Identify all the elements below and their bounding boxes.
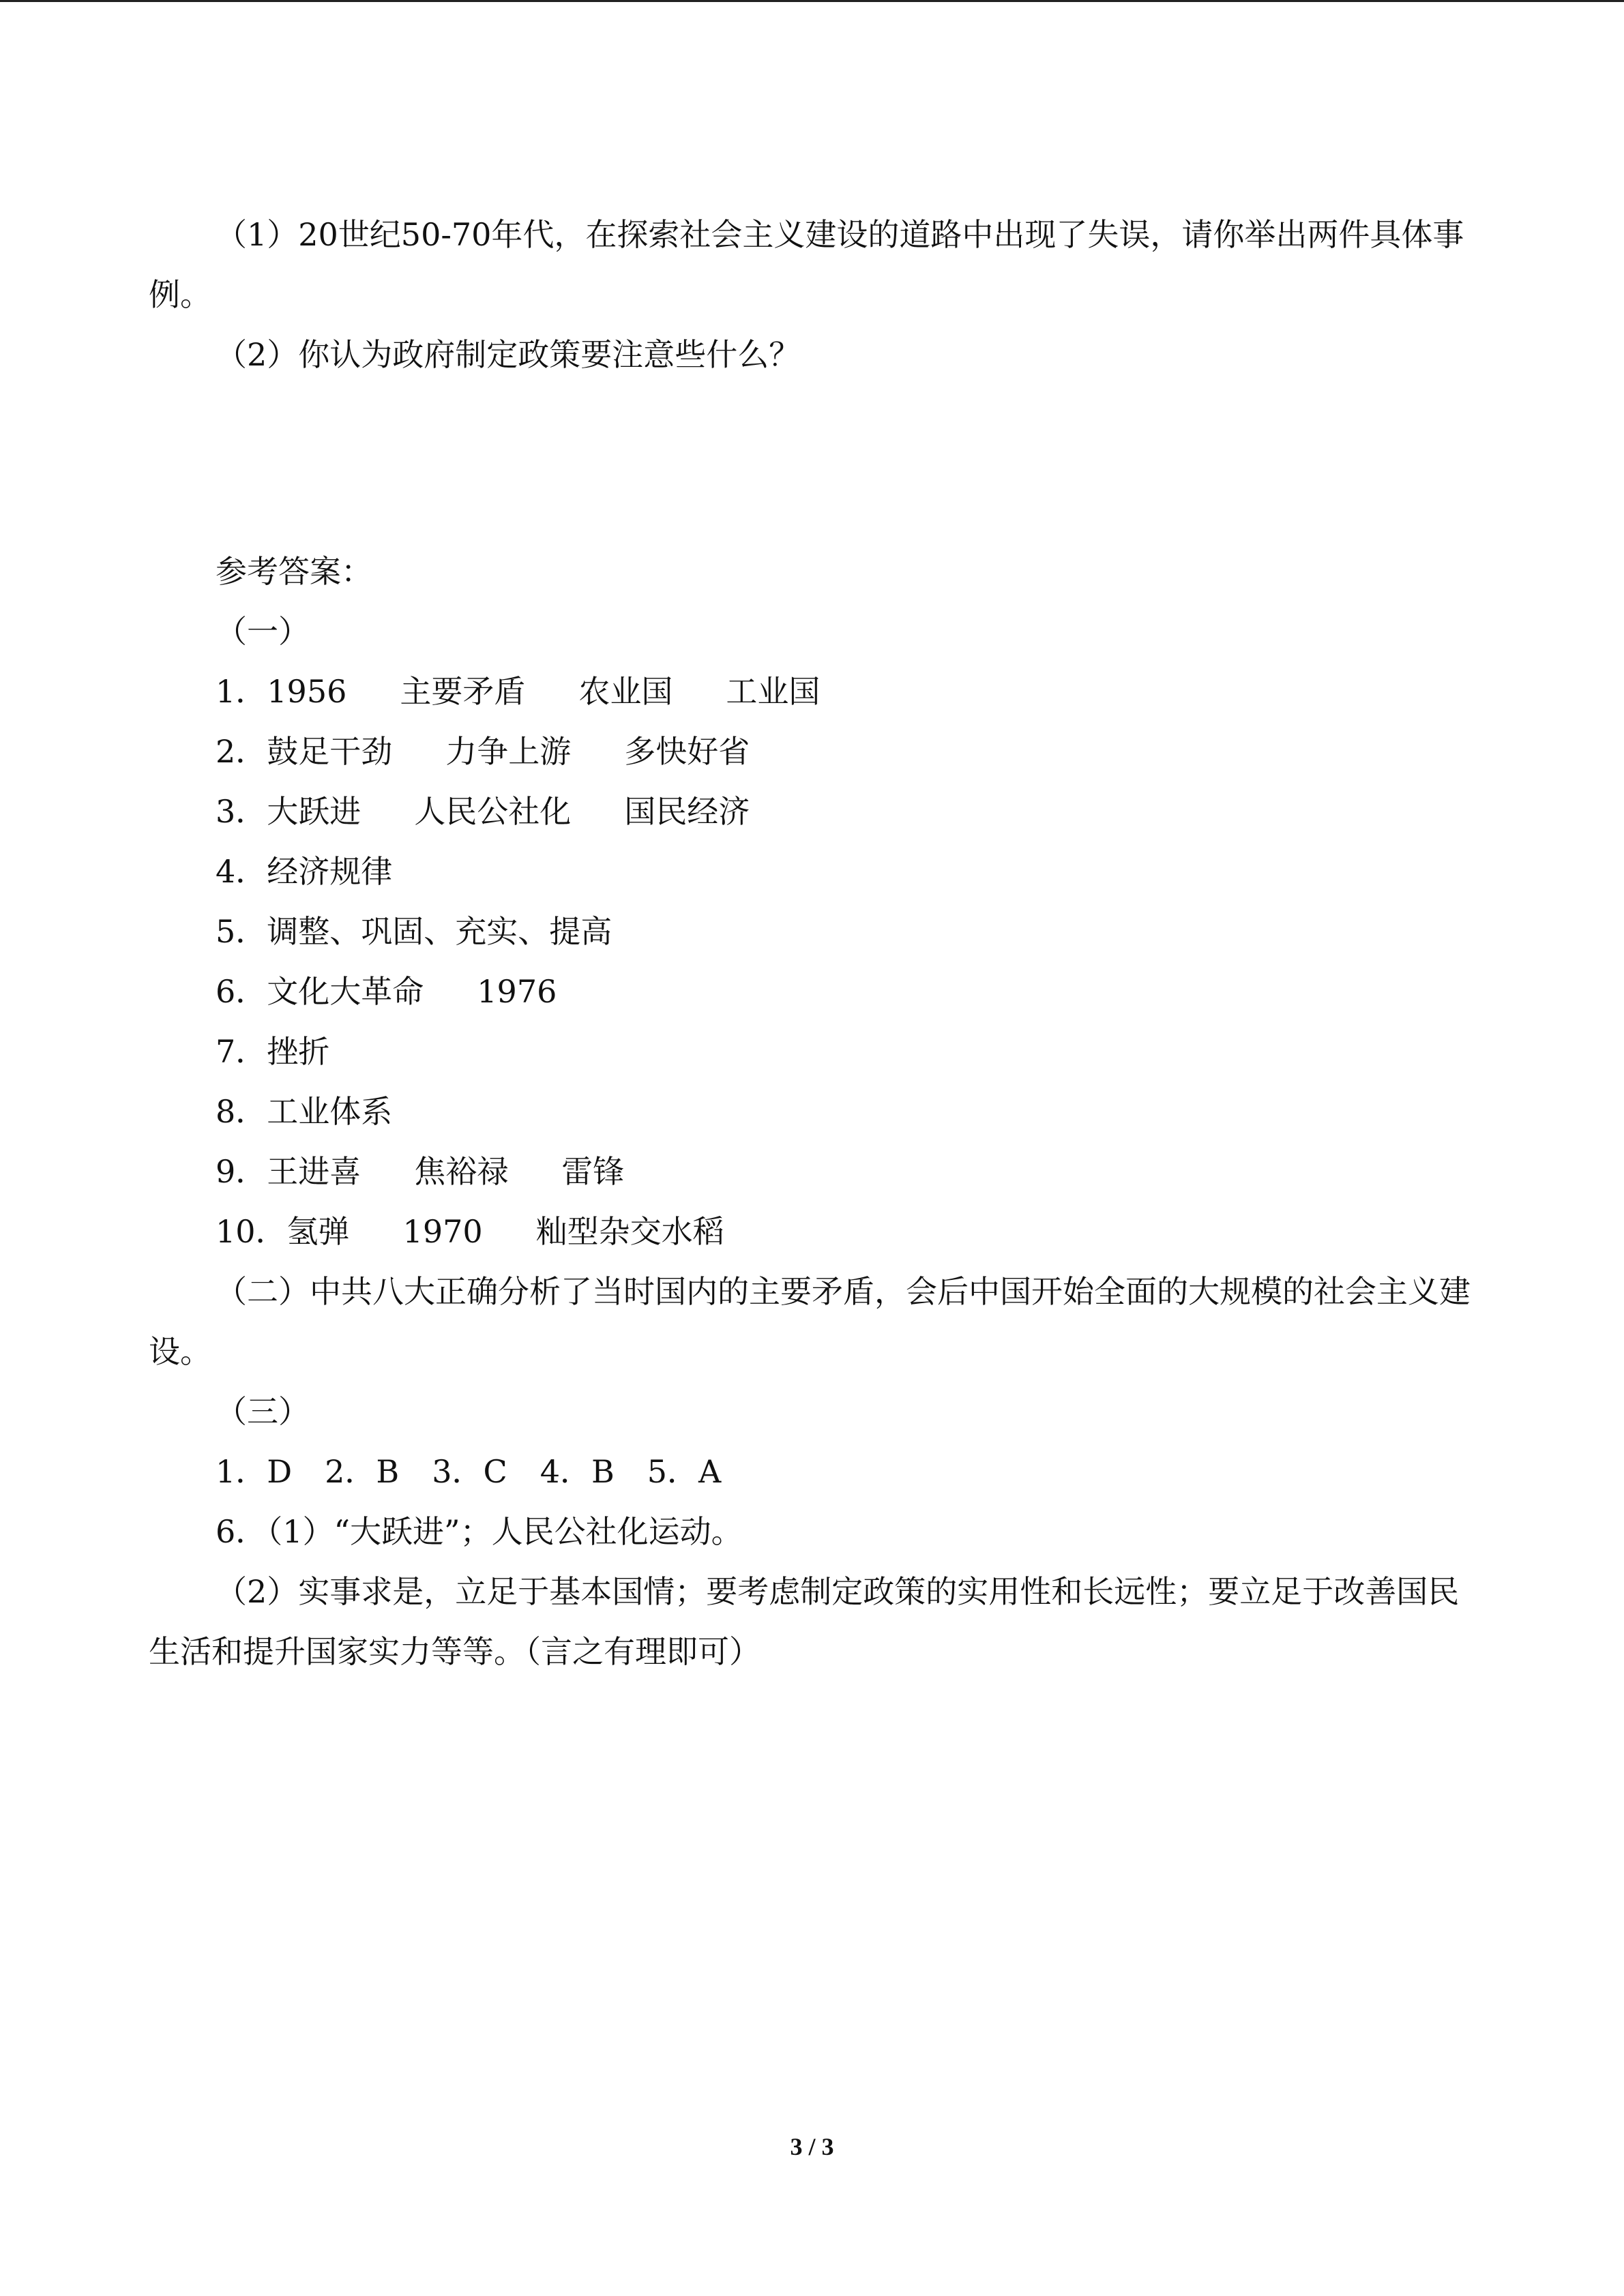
- answer-blank: 1956: [267, 673, 347, 710]
- part1-answer-item: [149, 841, 1480, 901]
- choice-answer: 4．B: [540, 1453, 615, 1490]
- answer-blank: 挫折: [267, 1033, 330, 1070]
- part3-q6-answer-2: （2）实事求是，立足于基本国情；要考虑制定政策的实用性和长远性；要立足于改善国民生活和提升国家实力等等。（言之有理即可）: [149, 1573, 1460, 1670]
- part1-answer-item: [149, 721, 1480, 781]
- answers-heading: 参考答案：: [216, 553, 372, 590]
- choice-answer: 5．A: [647, 1453, 722, 1490]
- part1-answer-item: [149, 1202, 1480, 1262]
- answer-blank: 经济规律: [267, 853, 393, 890]
- part1-answer-item: [149, 901, 1480, 961]
- part1-answer-item: [149, 1142, 1480, 1202]
- item-number: 7．: [216, 1033, 267, 1070]
- answer-blank: 籼型杂交水稻: [535, 1213, 724, 1250]
- part1-label: （一）: [216, 613, 310, 650]
- item-number: 5．: [216, 913, 267, 950]
- answer-blank: 农业国: [578, 673, 673, 710]
- item-number: 1．: [216, 673, 267, 710]
- part1-answer-list: [149, 661, 1480, 1262]
- answer-blank: 1970: [402, 1213, 483, 1250]
- answer-blank: 多快好省: [624, 733, 750, 770]
- part3-label: （三）: [216, 1393, 310, 1430]
- answer-blank: 国民经济: [624, 793, 750, 830]
- part2-answer: （二）中共八大正确分析了当时国内的主要矛盾，会后中国开始全面的大规模的社会主义建设。: [149, 1273, 1471, 1370]
- answer-blank: 王进喜: [267, 1153, 361, 1190]
- part1-answer-item: [149, 1022, 1480, 1082]
- part1-answer-item: [149, 661, 1480, 721]
- answer-blank: 鼓足干劲: [267, 733, 393, 770]
- choice-answer: 2．B: [325, 1453, 400, 1490]
- answer-blank: 1976: [477, 973, 557, 1010]
- item-number: 3．: [216, 793, 267, 830]
- answer-blank: 工业体系: [267, 1093, 393, 1130]
- page-number: 3 / 3: [790, 2133, 834, 2160]
- question-2: （2）你认为政府制定政策要注意些什么？: [216, 336, 801, 373]
- question-1: （1）20世纪50-70年代，在探索社会主义建设的道路中出现了失误，请你举出两件具体事例。: [149, 216, 1464, 313]
- page-top-border: [0, 0, 1624, 2]
- answer-blank: 调整、巩固、充实、提高: [267, 913, 612, 950]
- answer-blank: 焦裕禄: [414, 1153, 509, 1190]
- item-number: 8．: [216, 1093, 267, 1130]
- item-number: 6．: [216, 973, 267, 1010]
- document-body: [149, 205, 1480, 1682]
- item-number: 10．: [216, 1213, 287, 1250]
- answer-blank: 氢弹: [286, 1213, 350, 1250]
- answer-blank: 文化大革命: [267, 973, 424, 1010]
- item-number: 4．: [216, 853, 267, 890]
- part1-answer-item: [149, 1082, 1480, 1142]
- choice-answer: 3．C: [432, 1453, 507, 1490]
- answer-blank: 人民公社化: [414, 793, 572, 830]
- part3-q6-answer-1: 6．（1）“大跃进”；人民公社化运动。: [216, 1513, 743, 1550]
- answer-blank: 雷锋: [561, 1153, 625, 1190]
- answer-blank: 力争上游: [445, 733, 572, 770]
- item-number: 9．: [216, 1153, 267, 1190]
- choice-answer: 1．D: [216, 1453, 293, 1490]
- part1-answer-item: [149, 781, 1480, 841]
- answer-space: [149, 385, 1480, 541]
- answer-blank: 大跃进: [267, 793, 361, 830]
- answer-blank: 主要矛盾: [400, 673, 526, 710]
- part1-answer-item: [149, 961, 1480, 1022]
- part3-choice-answers: [149, 1442, 1480, 1502]
- item-number: 2．: [216, 733, 267, 770]
- answer-blank: 工业国: [726, 673, 821, 710]
